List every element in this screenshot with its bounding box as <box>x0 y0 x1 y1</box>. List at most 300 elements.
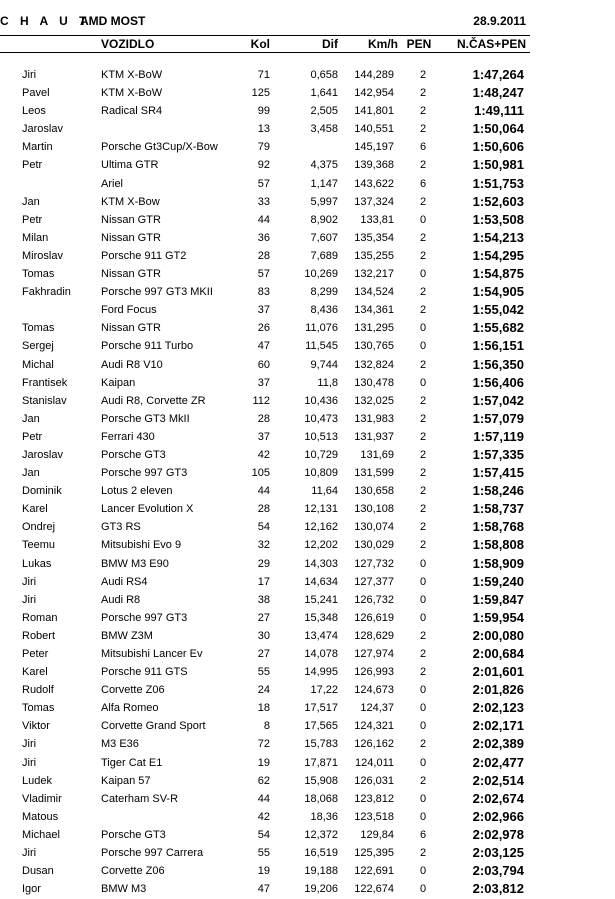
best-time: 1:56,350 <box>472 356 524 372</box>
speed-kmh: 124,321 <box>354 720 394 733</box>
driver-name: Ondrej <box>22 521 56 534</box>
penalty: 0 <box>419 557 427 570</box>
time-difference: 15,783 <box>304 738 338 751</box>
table-row <box>0 754 530 772</box>
table-row <box>0 337 530 355</box>
driver-name: Jiri <box>22 738 37 751</box>
time-difference: 0,658 <box>310 69 338 81</box>
lap-count: 72 <box>257 738 270 751</box>
speed-kmh: 128,629 <box>354 629 394 642</box>
penalty: 2 <box>419 539 427 552</box>
car-model: Porsche GT3 <box>101 828 166 841</box>
speed-kmh: 132,025 <box>354 394 394 407</box>
penalty: 6 <box>419 177 427 190</box>
lap-count: 47 <box>257 883 270 896</box>
lap-count: 112 <box>252 394 270 407</box>
document-title <box>0 14 530 30</box>
time-difference: 17,871 <box>304 756 338 769</box>
table-row <box>0 518 530 536</box>
penalty: 0 <box>419 810 427 823</box>
table-row <box>0 826 530 844</box>
speed-kmh: 134,361 <box>354 304 394 317</box>
driver-name: Igor <box>22 883 41 896</box>
speed-kmh: 127,974 <box>354 648 394 660</box>
lap-count: 18 <box>257 702 270 715</box>
car-model: BMW Z3M <box>101 629 153 642</box>
column-header-penalty: PEN <box>406 37 432 51</box>
speed-kmh: 130,029 <box>354 539 394 552</box>
best-time: 2:02,514 <box>472 772 524 788</box>
table-row <box>0 84 530 102</box>
driver-name: Jiri <box>22 575 37 588</box>
lap-count: 13 <box>257 123 270 136</box>
table-row <box>0 609 530 627</box>
driver-name: Michal <box>22 358 54 371</box>
driver-name: Ludek <box>22 774 52 787</box>
penalty: 0 <box>419 322 427 335</box>
best-time: 1:54,213 <box>472 229 524 245</box>
car-model: Porsche GT3 MkII <box>101 412 190 425</box>
car-model: GT3 RS <box>101 521 141 534</box>
speed-kmh: 125,395 <box>354 847 394 860</box>
penalty: 0 <box>419 268 427 281</box>
table-row <box>0 808 530 826</box>
speed-kmh: 131,599 <box>354 467 394 480</box>
best-time: 1:57,119 <box>473 428 524 444</box>
penalty: 2 <box>419 485 427 498</box>
lap-count: 37 <box>257 304 270 317</box>
speed-kmh: 124,37 <box>360 702 394 715</box>
time-difference: 7,689 <box>310 249 338 262</box>
best-time: 1:52,603 <box>472 193 524 209</box>
car-model: BMW M3 <box>101 883 147 896</box>
penalty: 0 <box>419 593 427 606</box>
best-time: 1:50,606 <box>472 139 524 155</box>
best-time: 1:51,753 <box>472 175 524 191</box>
time-difference: 8,299 <box>310 286 338 299</box>
time-difference: 15,908 <box>304 774 338 787</box>
best-time: 2:02,389 <box>472 736 524 752</box>
car-model: Porsche Gt3Cup/X-Bow <box>101 141 218 154</box>
car-model: KTM X-BoW <box>101 87 163 100</box>
driver-name: Petr <box>22 213 43 226</box>
penalty: 0 <box>419 376 427 389</box>
driver-name: Jiri <box>22 593 37 606</box>
driver-name: Jaroslav <box>22 123 63 136</box>
speed-kmh: 126,732 <box>354 593 394 606</box>
table-row <box>0 464 530 482</box>
time-difference: 11,545 <box>305 340 338 353</box>
penalty: 6 <box>419 141 427 154</box>
driver-name: Dominik <box>22 485 62 498</box>
table-row <box>0 717 530 735</box>
table-row <box>0 138 530 156</box>
driver-name: Sergej <box>22 340 54 353</box>
best-time: 1:57,335 <box>472 446 524 462</box>
car-model: Ford Focus <box>101 304 157 317</box>
table-row <box>0 681 530 699</box>
driver-name: Milan <box>22 231 49 244</box>
column-header-speed: Km/h <box>368 37 398 51</box>
best-time: 2:02,978 <box>472 826 524 842</box>
speed-kmh: 126,993 <box>354 666 394 679</box>
car-model: Audi RS4 <box>101 575 148 588</box>
table-row <box>0 175 530 193</box>
best-time: 2:03,125 <box>472 845 524 861</box>
penalty: 0 <box>419 865 427 878</box>
table-row <box>0 699 530 717</box>
lap-count: 37 <box>257 430 270 443</box>
best-time: 1:56,151 <box>472 338 524 354</box>
lap-count: 105 <box>251 467 270 480</box>
penalty: 0 <box>419 883 427 896</box>
car-model: Caterham SV-R <box>101 792 179 805</box>
lap-count: 71 <box>257 69 270 81</box>
lap-count: 54 <box>257 828 270 841</box>
time-difference: 13,474 <box>304 629 338 642</box>
time-difference: 10,809 <box>304 467 338 480</box>
car-model: Mitsubishi Evo 9 <box>101 539 182 552</box>
table-row <box>0 374 530 392</box>
table-row <box>0 356 530 374</box>
table-row <box>0 880 530 898</box>
car-model: Corvette Grand Sport <box>101 720 206 733</box>
speed-kmh: 122,691 <box>354 865 394 878</box>
time-difference: 1,147 <box>310 177 338 190</box>
lap-count: 42 <box>257 448 270 461</box>
speed-kmh: 130,074 <box>354 521 394 534</box>
lap-count: 42 <box>257 810 270 823</box>
lap-count: 83 <box>257 286 270 299</box>
best-time: 1:54,875 <box>472 266 524 282</box>
best-time: 2:02,171 <box>472 718 524 734</box>
time-difference: 10,473 <box>304 412 338 425</box>
best-time: 1:53,508 <box>472 211 524 227</box>
best-time: 2:02,477 <box>472 754 524 770</box>
best-time: 1:50,981 <box>472 157 524 173</box>
time-difference: 14,303 <box>304 557 338 570</box>
table-row <box>0 536 530 554</box>
best-time: 1:57,415 <box>472 465 524 481</box>
time-difference: 2,505 <box>310 105 338 118</box>
penalty: 2 <box>419 358 427 371</box>
table-row <box>0 410 530 428</box>
time-difference: 12,202 <box>304 539 338 552</box>
driver-name: Viktor <box>22 720 50 733</box>
event-name: AMD MOST <box>80 14 146 28</box>
best-time: 2:03,794 <box>472 863 524 879</box>
best-time: 1:59,954 <box>472 609 524 625</box>
results-table <box>0 66 530 898</box>
driver-name: Rudolf <box>22 684 54 697</box>
time-difference: 9,744 <box>310 358 338 371</box>
best-time: 2:02,966 <box>472 808 524 824</box>
driver-name: Tomas <box>22 268 55 281</box>
penalty: 0 <box>419 702 427 715</box>
driver-name: Jiri <box>22 69 37 81</box>
column-header-car: VOZIDLO <box>101 37 155 51</box>
table-row <box>0 301 530 319</box>
lap-count: 36 <box>257 231 270 244</box>
penalty: 6 <box>419 828 427 841</box>
speed-kmh: 126,031 <box>354 774 394 787</box>
driver-name: Jan <box>22 467 40 480</box>
penalty: 2 <box>419 430 427 443</box>
lap-count: 30 <box>257 629 270 642</box>
driver-name: Tomas <box>22 322 55 335</box>
car-model: Porsche 911 GT2 <box>101 249 187 262</box>
penalty: 0 <box>419 684 427 697</box>
lap-count: 47 <box>257 340 270 353</box>
table-row <box>0 500 530 518</box>
lap-count: 28 <box>257 503 270 516</box>
table-row <box>0 790 530 808</box>
penalty: 2 <box>419 412 427 425</box>
column-header-laps: Kol <box>250 37 270 51</box>
column-header-time: N.ČAS+PEN <box>456 37 526 51</box>
driver-name: Stanislav <box>22 394 67 407</box>
time-difference: 19,188 <box>304 865 338 878</box>
penalty: 2 <box>419 394 427 407</box>
speed-kmh: 129,84 <box>360 828 394 841</box>
penalty: 2 <box>419 467 427 480</box>
car-model: Nissan GTR <box>101 231 161 244</box>
car-model: Kaipan <box>101 376 136 389</box>
car-model: Porsche GT3 <box>101 448 166 461</box>
car-model: Nissan GTR <box>101 213 161 226</box>
speed-kmh: 142,954 <box>354 87 394 100</box>
table-row <box>0 446 530 464</box>
time-difference: 1,641 <box>310 87 338 100</box>
table-header <box>0 35 530 53</box>
speed-kmh: 130,108 <box>354 503 394 516</box>
car-model: Tiger Cat E1 <box>101 756 163 769</box>
best-time: 1:58,808 <box>472 537 524 553</box>
time-difference: 11,8 <box>317 376 338 389</box>
speed-kmh: 127,377 <box>354 575 394 588</box>
table-row <box>0 392 530 410</box>
penalty: 2 <box>419 774 427 787</box>
lap-count: 62 <box>257 774 270 787</box>
table-row <box>0 283 530 301</box>
penalty: 2 <box>419 87 427 100</box>
time-difference: 8,902 <box>310 213 338 226</box>
table-row <box>0 319 530 337</box>
speed-kmh: 123,518 <box>354 810 394 823</box>
car-model: Audi R8, Corvette ZR <box>101 394 206 407</box>
time-difference: 3,458 <box>310 123 338 136</box>
speed-kmh: 135,255 <box>354 249 394 262</box>
penalty: 2 <box>419 629 427 642</box>
table-row <box>0 663 530 681</box>
lap-count: 17 <box>257 575 270 588</box>
time-difference: 18,068 <box>304 792 338 805</box>
car-model: KTM X-BoW <box>101 69 163 81</box>
car-model: Corvette Z06 <box>101 684 165 697</box>
lap-count: 32 <box>257 539 270 552</box>
speed-kmh: 137,324 <box>354 195 394 208</box>
lap-count: 99 <box>257 105 270 118</box>
car-model: Porsche 997 GT3 <box>101 611 188 624</box>
best-time: 2:02,123 <box>472 700 524 716</box>
best-time: 1:58,246 <box>472 483 524 499</box>
time-difference: 12,162 <box>304 521 338 534</box>
driver-name: Karel <box>22 666 48 679</box>
penalty: 0 <box>419 792 427 805</box>
penalty: 0 <box>419 720 427 733</box>
driver-name: Frantisek <box>22 376 68 389</box>
driver-name: Jan <box>22 412 40 425</box>
driver-name: Karel <box>22 503 48 516</box>
table-row <box>0 211 530 229</box>
time-difference: 10,729 <box>304 448 338 461</box>
best-time: 1:58,909 <box>472 555 524 571</box>
car-model: M3 E36 <box>101 738 139 751</box>
speed-kmh: 122,674 <box>354 883 394 896</box>
driver-name: Dusan <box>22 865 54 878</box>
lap-count: 57 <box>257 268 270 281</box>
driver-name: Teemu <box>22 539 56 552</box>
car-model: Audi R8 V10 <box>101 358 163 371</box>
lap-count: 19 <box>257 756 270 769</box>
time-difference: 4,375 <box>310 159 338 172</box>
table-row <box>0 645 530 663</box>
best-time: 1:55,042 <box>472 302 524 318</box>
car-model: Nissan GTR <box>101 268 161 281</box>
driver-name: Tomas <box>22 702 55 715</box>
time-difference: 16,519 <box>304 847 338 860</box>
penalty: 0 <box>419 756 427 769</box>
best-time: 1:47,264 <box>472 67 524 82</box>
time-difference: 10,269 <box>304 268 338 281</box>
table-row <box>0 627 530 645</box>
penalty: 2 <box>419 105 427 118</box>
time-difference: 12,131 <box>304 503 338 516</box>
lap-count: 27 <box>257 611 270 624</box>
car-model: Lotus 2 eleven <box>101 485 173 498</box>
lap-count: 29 <box>257 557 270 570</box>
car-model: Alfa Romeo <box>101 702 159 715</box>
speed-kmh: 130,658 <box>354 485 394 498</box>
speed-kmh: 126,619 <box>354 611 394 624</box>
lap-count: 92 <box>257 159 270 172</box>
best-time: 2:00,684 <box>472 646 524 661</box>
penalty: 2 <box>419 448 427 461</box>
speed-kmh: 133,81 <box>360 213 394 226</box>
car-model: Mitsubishi Lancer Ev <box>101 648 203 660</box>
best-time: 1:54,905 <box>472 284 524 300</box>
table-row <box>0 265 530 283</box>
best-time: 2:01,601 <box>472 664 524 680</box>
penalty: 2 <box>419 159 427 172</box>
lap-count: 55 <box>257 847 270 860</box>
lap-count: 33 <box>257 195 270 208</box>
lap-count: 26 <box>257 322 270 335</box>
driver-name: Martin <box>22 141 53 154</box>
penalty: 2 <box>419 847 427 860</box>
time-difference: 15,241 <box>304 593 338 606</box>
time-difference: 11,076 <box>305 322 338 335</box>
best-time: 1:59,240 <box>472 573 524 589</box>
car-model: Porsche 997 Carrera <box>101 847 204 860</box>
best-time: 1:57,079 <box>472 410 524 426</box>
table-row <box>0 193 530 211</box>
penalty: 2 <box>419 286 427 299</box>
organizer-label: C H A U T <box>0 14 91 28</box>
speed-kmh: 123,812 <box>354 792 394 805</box>
time-difference: 8,436 <box>310 304 338 317</box>
speed-kmh: 131,69 <box>360 448 394 461</box>
lap-count: 24 <box>257 684 270 697</box>
driver-name: Miroslav <box>22 249 63 262</box>
event-date: 28.9.2011 <box>473 14 526 28</box>
penalty: 2 <box>419 666 427 679</box>
driver-name: Leos <box>22 105 46 118</box>
table-row <box>0 102 530 120</box>
penalty: 2 <box>419 249 427 262</box>
time-difference: 5,997 <box>310 195 338 208</box>
speed-kmh: 132,824 <box>354 358 394 371</box>
speed-kmh: 135,354 <box>354 231 394 244</box>
car-model: Porsche 997 GT3 MKII <box>101 286 213 299</box>
best-time: 1:48,247 <box>472 85 524 101</box>
table-row <box>0 735 530 753</box>
best-time: 1:58,768 <box>472 519 524 535</box>
penalty: 2 <box>419 304 427 317</box>
best-time: 1:54,295 <box>472 247 524 263</box>
table-row <box>0 844 530 862</box>
speed-kmh: 139,368 <box>354 159 394 172</box>
table-row <box>0 573 530 591</box>
table-row <box>0 156 530 174</box>
car-model: Porsche 911 Turbo <box>101 340 194 353</box>
best-time: 1:49,111 <box>474 103 524 119</box>
driver-name: Matous <box>22 810 59 823</box>
lap-count: 54 <box>257 521 270 534</box>
column-header-difference: Dif <box>322 37 338 51</box>
speed-kmh: 127,732 <box>354 557 394 570</box>
penalty: 0 <box>419 213 427 226</box>
time-difference: 14,078 <box>304 648 338 660</box>
driver-name: Vladimir <box>22 792 62 805</box>
speed-kmh: 144,289 <box>354 69 394 81</box>
car-model: Ferrari 430 <box>101 430 155 443</box>
driver-name: Petr <box>22 159 43 172</box>
speed-kmh: 143,622 <box>354 177 394 190</box>
speed-kmh: 126,162 <box>354 738 394 751</box>
penalty: 2 <box>419 195 427 208</box>
penalty: 2 <box>419 69 427 81</box>
time-difference: 19,206 <box>304 883 338 896</box>
speed-kmh: 134,524 <box>354 286 394 299</box>
car-model: Ultima GTR <box>101 159 159 172</box>
car-model: KTM X-Bow <box>101 195 160 208</box>
lap-count: 8 <box>263 720 270 733</box>
car-model: BMW M3 E90 <box>101 557 169 570</box>
lap-count: 19 <box>257 865 270 878</box>
time-difference: 14,995 <box>304 666 338 679</box>
lap-count: 44 <box>257 485 270 498</box>
car-model: Audi R8 <box>101 593 141 606</box>
lap-count: 44 <box>257 213 270 226</box>
driver-name: Jan <box>22 195 40 208</box>
time-difference: 11,64 <box>311 485 338 498</box>
time-difference: 18,36 <box>310 810 338 823</box>
driver-name: Jaroslav <box>22 448 63 461</box>
driver-name: Lukas <box>22 557 52 570</box>
table-row <box>0 66 530 84</box>
speed-kmh: 131,983 <box>354 412 394 425</box>
